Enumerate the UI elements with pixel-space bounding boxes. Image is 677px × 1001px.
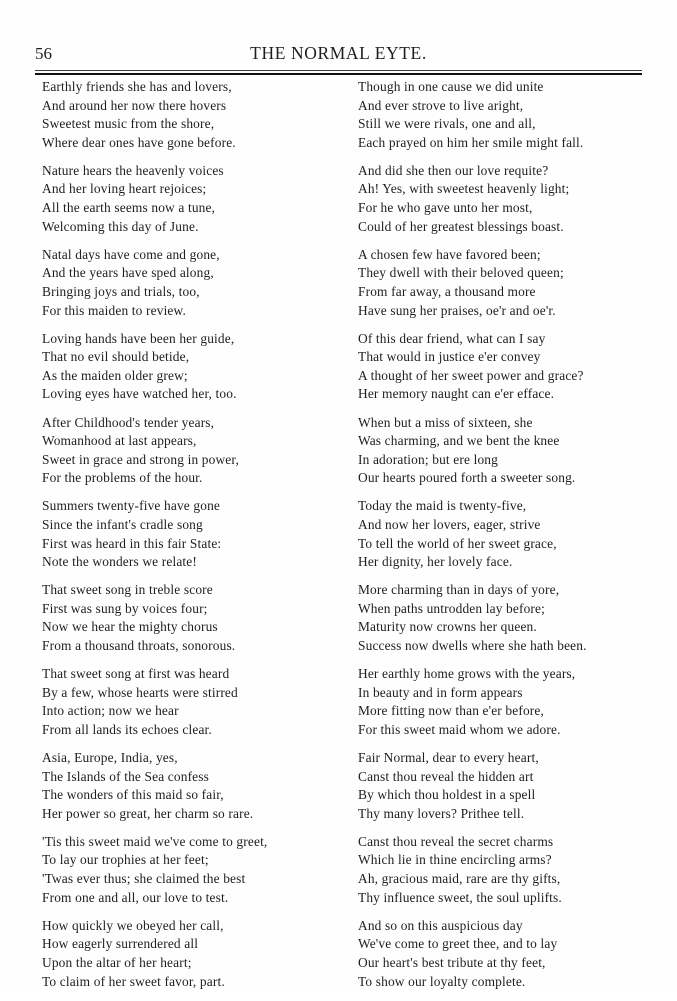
- header-rule: [35, 70, 642, 75]
- poem-line: To show our loyalty complete.: [358, 973, 526, 989]
- poem-line: For he who gave unto her most,: [358, 200, 533, 216]
- poem-line: The wonders of this maid so fair,: [42, 787, 224, 803]
- poem-line: Loving hands have been her guide,: [42, 330, 235, 346]
- poem-line: The Islands of the Sea confess: [42, 768, 209, 784]
- poem-line: After Childhood's tender years,: [42, 414, 215, 430]
- poem-line: Thy many lovers? Prithee tell.: [358, 805, 525, 821]
- poem-line: And the years have sped along,: [42, 265, 214, 281]
- poem-line: Her earthly home grows with the years,: [358, 666, 576, 682]
- poem-line: Sweet in grace and strong in power,: [42, 451, 239, 467]
- poem-line: Earthly friends she has and lovers,: [42, 79, 232, 94]
- poem-line: Nature hears the heavenly voices: [42, 162, 224, 178]
- stanza: [42, 78, 352, 152]
- poem-line: Thy influence sweet, the soul uplifts.: [358, 889, 562, 905]
- poem-line: Ah! Yes, with sweetest heavenly light;: [358, 181, 570, 197]
- poem-line: Note the wonders we relate!: [42, 554, 198, 570]
- stanza: [42, 665, 352, 739]
- poem-line: Canst thou reveal the hidden art: [358, 768, 534, 784]
- poem-line: For this sweet maid whom we adore.: [358, 721, 561, 737]
- poem-line: Welcoming this day of June.: [42, 218, 199, 234]
- header-rule-thick: [35, 73, 642, 76]
- poem-line: For the problems of the hour.: [42, 470, 203, 486]
- stanza: [42, 833, 352, 907]
- poem-line: How eagerly surrendered all: [42, 936, 199, 952]
- stanza: [358, 414, 668, 488]
- stanza: [358, 665, 668, 739]
- poem-line: A thought of her sweet power and grace?: [358, 367, 584, 383]
- poem-line: They dwell with their beloved queen;: [358, 265, 564, 281]
- stanza: [42, 581, 352, 655]
- stanza: [358, 917, 668, 991]
- poem-line: Our hearts poured forth a sweeter song.: [358, 470, 576, 486]
- poem-line: 'Tis this sweet maid we've come to greet,: [42, 833, 268, 849]
- stanza: [358, 497, 668, 571]
- poem-line: That sweet song at first was heard: [42, 666, 230, 682]
- poem-line: Ah, gracious maid, rare are thy gifts,: [358, 871, 561, 887]
- poem-line: To claim of her sweet favor, part.: [42, 973, 225, 989]
- poem-line: From far away, a thousand more: [358, 283, 536, 299]
- poem-line: From one and all, our love to test.: [42, 889, 229, 905]
- poem-line: Since the infant's cradle song: [42, 516, 203, 532]
- poem-line: And her loving heart rejoices;: [42, 181, 207, 197]
- poem-line: All the earth seems now a tune,: [42, 200, 216, 216]
- poem-line: Asia, Europe, India, yes,: [42, 750, 178, 765]
- poem-line: From all lands its echoes clear.: [42, 721, 212, 737]
- poem-line: That no evil should betide,: [42, 349, 190, 365]
- poem-line: That sweet song in treble score: [42, 582, 213, 598]
- poem-line: Her power so great, her charm so rare.: [42, 805, 254, 821]
- poem-line: Have sung her praises, oe'r and oe'r.: [358, 302, 556, 318]
- poem-line: And ever strove to live aright,: [358, 97, 524, 113]
- poem-line: Was charming, and we bent the knee: [358, 433, 560, 449]
- running-title: THE NORMAL EYTE.: [250, 43, 427, 63]
- poem-line: And around her now there hovers: [42, 97, 227, 113]
- stanza: [358, 330, 668, 404]
- poem-line: Bringing joys and trials, too,: [42, 283, 200, 299]
- poem-line: Though in one cause we did unite: [358, 79, 544, 94]
- poem-line: A chosen few have favored been;: [358, 246, 541, 262]
- poem-line: Now we hear the mighty chorus: [42, 619, 218, 635]
- poem-column-left: [42, 78, 352, 1001]
- header-rule-thin: [35, 70, 642, 71]
- poem-line: As the maiden older grew;: [42, 367, 188, 383]
- poem-column-right: [358, 78, 668, 1001]
- poem-line: Fair Normal, dear to every heart,: [358, 750, 539, 765]
- poem-line: From a thousand throats, sonorous.: [42, 638, 236, 654]
- poem-line: More fitting now than e'er before,: [358, 703, 544, 719]
- poem-line: And so on this auspicious day: [358, 917, 523, 933]
- stanza: [42, 162, 352, 236]
- poem-line: Summers twenty-five have gone: [42, 498, 221, 514]
- poem-line: How quickly we obeyed her call,: [42, 917, 224, 933]
- stanza: [42, 330, 352, 404]
- poem-line: To tell the world of her sweet grace,: [358, 535, 557, 551]
- poem-line: That would in justice e'er convey: [358, 349, 541, 365]
- stanza: [358, 833, 668, 907]
- poem-line: And now her lovers, eager, strive: [358, 516, 541, 532]
- poem-line: Today the maid is twenty-five,: [358, 498, 527, 514]
- poem-line: We've come to greet thee, and to lay: [358, 936, 558, 952]
- poem-line: In adoration; but ere long: [358, 451, 498, 467]
- stanza: [42, 749, 352, 823]
- poem-line: More charming than in days of yore,: [358, 582, 560, 598]
- poem-line: Maturity now crowns her queen.: [358, 619, 537, 635]
- poem-line: First was sung by voices four;: [42, 600, 208, 616]
- stanza: [42, 414, 352, 488]
- stanza: [358, 162, 668, 236]
- poem-line: Sweetest music from the shore,: [42, 116, 215, 132]
- poem-line: Of this dear friend, what can I say: [358, 330, 546, 346]
- poem-line: By which thou holdest in a spell: [358, 787, 536, 803]
- poem-line: Upon the altar of her heart;: [42, 954, 192, 970]
- poem-line: Womanhood at last appears,: [42, 433, 197, 449]
- poem-line: Her memory naught can e'er efface.: [358, 386, 555, 402]
- page-number: 56: [35, 44, 52, 63]
- stanza: [358, 246, 668, 320]
- poem-line: Into action; now we hear: [42, 703, 179, 719]
- poem-line: When but a miss of sixteen, she: [358, 414, 533, 430]
- poem-line: Where dear ones have gone before.: [42, 134, 236, 150]
- poem-line: When paths untrodden lay before;: [358, 600, 545, 616]
- stanza: [358, 78, 668, 152]
- stanza: [42, 497, 352, 571]
- poem-line: And did she then our love requite?: [358, 162, 549, 178]
- poem-line: Each prayed on him her smile might fall.: [358, 134, 584, 150]
- poem-line: Her dignity, her lovely face.: [358, 554, 513, 570]
- poem-line: Our heart's best tribute at thy feet,: [358, 954, 546, 970]
- poem-line: Success now dwells where she hath been.: [358, 638, 587, 654]
- poem-line: Canst thou reveal the secret charms: [358, 833, 554, 849]
- poem-line: To lay our trophies at her feet;: [42, 852, 209, 868]
- stanza: [42, 917, 352, 991]
- poem-line: For this maiden to review.: [42, 302, 186, 318]
- stanza: [358, 581, 668, 655]
- poem-line: First was heard in this fair State:: [42, 535, 222, 551]
- poem-line: Could of her greatest blessings boast.: [358, 218, 564, 234]
- poem-line: By a few, whose hearts were stirred: [42, 684, 238, 700]
- stanza: [42, 246, 352, 320]
- poem-line: Still we were rivals, one and all,: [358, 116, 536, 132]
- poem-line: Which lie in thine encircling arms?: [358, 852, 552, 868]
- poem-line: 'Twas ever thus; she claimed the best: [42, 871, 246, 887]
- poem-line: In beauty and in form appears: [358, 684, 523, 700]
- poem-line: Loving eyes have watched her, too.: [42, 386, 237, 402]
- stanza: [358, 749, 668, 823]
- page-header: [35, 41, 642, 67]
- poem-line: Natal days have come and gone,: [42, 246, 220, 262]
